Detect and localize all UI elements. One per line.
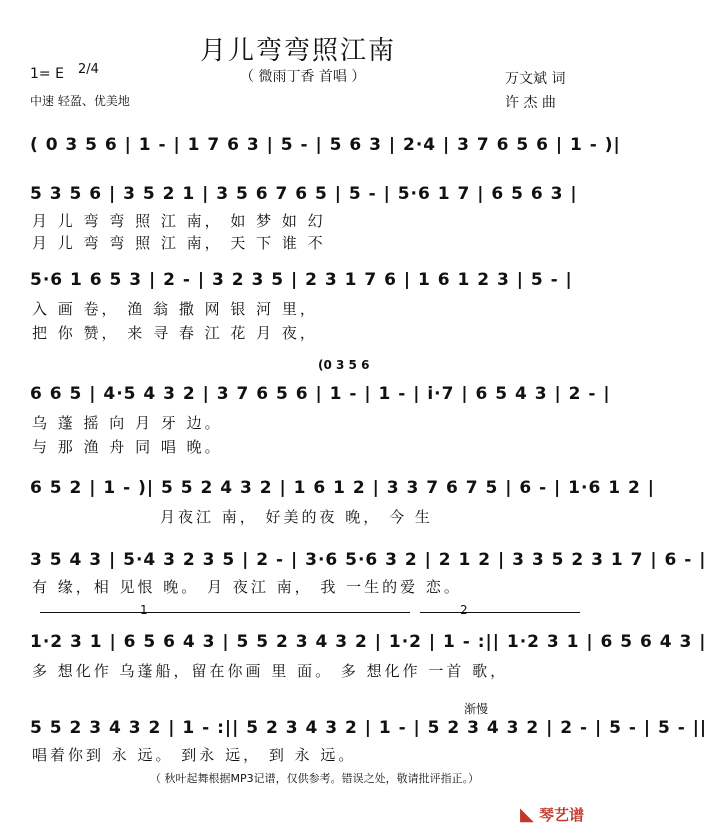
ritardando-marking: 渐慢 xyxy=(464,702,489,716)
brand-icon: ◣ xyxy=(520,804,534,825)
time-signature: 2/4 xyxy=(78,62,99,77)
lyric-row-6: 有 缘，相 见恨 晚。 月 夜江 南， 我 一生的爱 恋。 xyxy=(32,578,462,596)
pickup-notes: (0 3 5 6 xyxy=(318,358,370,372)
music-row-8: 5 5 2 3 4 3 2 | 1 - :|| 5 2 3 4 3 2 | 1 - | 5 2 3 4 3 2 | 2 - | 5 - | 5 - || xyxy=(30,718,707,738)
brand-logo xyxy=(520,804,584,825)
music-row-7: 1·2 3 1 | 6 5 6 4 3 | 5 5 2 3 4 3 2 | 1·2 | 1 - :|| 1·2 3 1 | 6 5 6 4 3 | xyxy=(30,632,707,652)
lyric-row-5: 月夜江 南， 好美的夜 晚， 今 生 xyxy=(160,508,433,526)
music-row-2: 5 3 5 6 | 3 5 2 1 | 3 5 6 7 6 5 | 5 - | 5·6 1 7 | 6 5 6 3 | xyxy=(30,184,578,204)
performer-credit: （ 微雨丁香 首唱 ） xyxy=(240,69,366,85)
lyric-row-4-verse-1: 乌 蓬 摇 向 月 牙 边。 xyxy=(32,414,223,432)
transcription-footnote: （ 秋叶起舞根据MP3记谱，仅供参考。错误之处，敬请批评指正。） xyxy=(150,772,480,785)
lyricist-credit: 万文斌 词 xyxy=(505,71,566,87)
lyric-row-4-verse-2: 与 那 渔 舟 同 唱 晚。 xyxy=(32,438,223,456)
brand-text: 琴艺谱 xyxy=(538,806,584,824)
page-title: 月儿弯弯照江南 xyxy=(200,36,397,66)
music-row-3: 5·6 1 6 5 3 | 2 - | 3 2 3 5 | 2 3 1 7 6 | 1 6 1 2 3 | 5 - | xyxy=(30,270,573,290)
lyric-row-2-verse-2: 月 儿 弯 弯 照 江 南， 天 下 谁 不 xyxy=(32,234,326,252)
music-row-4: 6 6 5 | 4·5 4 3 2 | 3 7 6 5 6 | 1 - | 1 - | i·7 | 6 5 4 3 | 2 - | xyxy=(30,384,611,404)
lyric-row-2-verse-1: 月 儿 弯 弯 照 江 南， 如 梦 如 幻 xyxy=(32,212,326,230)
music-row-6: 3 5 4 3 | 5·4 3 2 3 5 | 2 - | 3·6 5·6 3 2 | 2 1 2 | 3 3 5 2 3 1 7 | 6 - | xyxy=(30,550,707,570)
lyric-row-3-verse-1: 入 画 卷， 渔 翁 撒 网 银 河 里， xyxy=(32,300,318,318)
lyric-row-8: 唱着你到 永 远。 到永 远， 到 永 远。 xyxy=(32,746,357,764)
volta-bracket-2 xyxy=(420,612,580,613)
music-row-5: 6 5 2 | 1 - )| 5 5 2 4 3 2 | 1 6 1 2 | 3 3 7 6 7 5 | 6 - | 1·6 1 2 | xyxy=(30,478,655,498)
volta-bracket-1 xyxy=(40,612,410,613)
volta-label-1: 1 xyxy=(140,603,148,617)
composer-credit: 许 杰 曲 xyxy=(505,95,556,111)
volta-label-2: 2 xyxy=(460,603,468,617)
lyric-row-3-verse-2: 把 你 赞， 来 寻 春 江 花 月 夜， xyxy=(32,324,318,342)
tempo-marking: 中速 轻盈、优美地 xyxy=(30,94,130,108)
key-signature: 1= E xyxy=(30,66,64,82)
music-row-1: ( 0 3 5 6 | 1 - | 1 7 6 3 | 5 - | 5 6 3 | 2·4 | 3 7 6 5 6 | 1 - )| xyxy=(30,135,621,155)
lyric-row-7: 多 想化作 乌蓬船，留在你画 里 面。 多 想化作 一首 歌， xyxy=(32,662,509,680)
